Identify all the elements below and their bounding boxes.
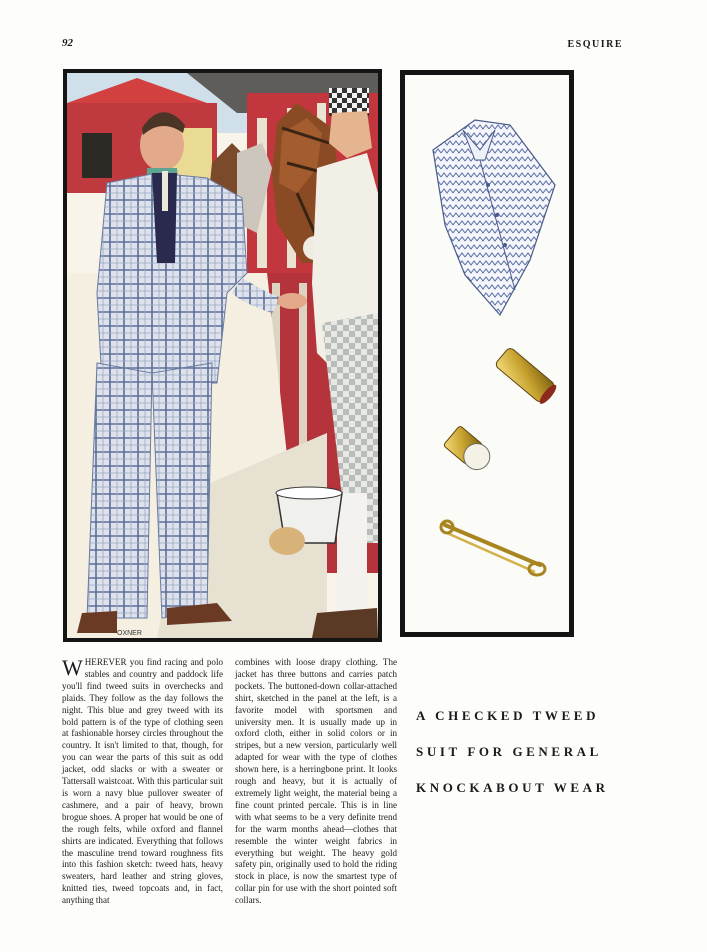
headline-line-3: KNOCKABOUT WEAR [416, 780, 609, 795]
gold-lipstick-cigarette-case-icon [443, 347, 559, 475]
checked-shirt-icon [433, 120, 555, 315]
page-number: 92 [62, 37, 73, 49]
accessory-panel [400, 70, 574, 637]
magazine-name: ESQUIRE [567, 39, 623, 50]
article-text-1: HEREVER you find racing and polo stables and country and paddock life you'll find tweed suits in overchecks and plaids. They follow as the day follows the night. This blue and grey tweed with its bold pattern is of the type of clothing seen at fashionable horsey circles throughout the country. It isn't limited to that, though, for you can wear the parts of this suit as odd jacket, odd slacks or with a sweater or Tattersall waistcoat. With this particular suit is worn a navy blue pullover sweater of cashmere, and a pair of heavy, brown brogue shoes. A proper hat would be one of the rough felts, while oxford and flannel shirts are indicated. Everything that follows the masculine trend toward roughness fits into this fashion sketch: tweed hats, heavy sweaters, hard leather and string gloves, knitted ties, tweed topcoats and, in fact, anything that [62, 657, 223, 906]
article-column-1 [62, 657, 223, 907]
headline [416, 698, 626, 806]
article-column-2: combines with loose drapy clothing. The jacket has three buttons and carries patch pockets. The buttoned-down collar-attached shirt, sketched in the panel at the left, is a favorite model with sportsmen and university men. It is usually made up in oxford cloth, either in solid colors or in stripes, but a new version, particularly well adapted for wear with the type of clothes shown here, is a herringbone print. It looks rough and heavy, but it is actually of extremely light weight, the material being a fine count printed percale. This is in line with what seems to be a very definite trend for the warm months ahead—clothes that resemble the winter weight fabrics in everything but weight. The heavy gold safety pin, originally used to hold the riding stock in place, is now the smartest type of collar pin for use with the short pointed soft collars. [235, 657, 397, 906]
artist-signature: OXNER [117, 630, 142, 637]
gold-safety-pin-icon [441, 521, 545, 575]
drop-cap: W [62, 655, 83, 680]
fashion-illustration [63, 69, 382, 642]
headline-line-1: A CHECKED TWEED [416, 708, 600, 723]
headline-line-2: SUIT FOR GENERAL [416, 744, 602, 759]
